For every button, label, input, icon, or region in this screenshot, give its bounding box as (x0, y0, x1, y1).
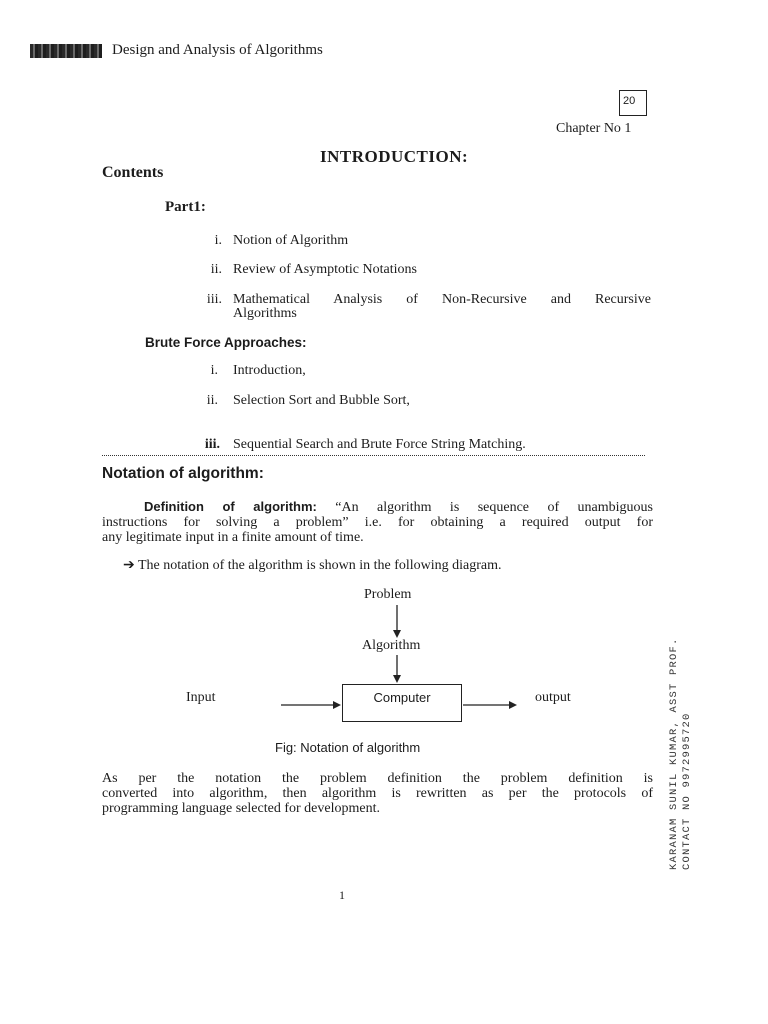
diagram-computer-box: Computer (342, 684, 462, 722)
section-heading: Notation of algorithm: (102, 465, 264, 482)
author-name: KARANAM SUNIL KUMAR, ASST PROF. (668, 637, 680, 870)
diagram-algorithm-label: Algorithm (362, 638, 421, 653)
diagram-output-label: output (535, 690, 571, 705)
closing-line: As per the notation the problem definition the problem definition is (102, 771, 653, 786)
closing-line: programming language selected for development. (102, 801, 380, 816)
arrow-problem-to-algorithm (393, 605, 401, 638)
part1-heading: Part1: (165, 199, 206, 215)
list-number: iii. (206, 292, 222, 307)
diagram-problem-label: Problem (364, 587, 412, 602)
list-number: ii. (210, 262, 222, 277)
page-number: 1 (339, 888, 345, 902)
closing-paragraph (102, 771, 653, 816)
list-item: Notion of Algorithm (233, 233, 349, 248)
closing-line: converted into algorithm, then algorithm is rewritten as per the protocols of (102, 786, 653, 801)
list-number: iii. (204, 437, 220, 452)
list-number: ii. (206, 393, 218, 408)
list-item: Mathematical Analysis of Non-Recursive and Recursive (233, 292, 651, 307)
definition-label: Definition of algorithm: (144, 499, 317, 514)
list-item: Review of Asymptotic Notations (233, 262, 417, 277)
page-box: 20 (619, 90, 647, 116)
arrow-algorithm-to-computer (393, 655, 401, 683)
contents-heading: Contents (102, 164, 164, 181)
author-contact: CONTACT NO 9972995720 (681, 712, 693, 870)
list-item: Introduction, (233, 363, 306, 378)
author-side-note (668, 630, 694, 870)
right-arrow-icon: ➔ (123, 558, 135, 573)
brute-force-heading: Brute Force Approaches: (145, 335, 307, 350)
list-item: Selection Sort and Bubble Sort, (233, 393, 410, 408)
diagram-intro: ➔ The notation of the algorithm is shown in the following diagram. (123, 558, 502, 573)
page-title: INTRODUCTION: (320, 147, 469, 166)
list-item: Sequential Search and Brute Force String Matching. (233, 437, 526, 452)
figure-caption: Fig: Notation of algorithm (275, 740, 421, 755)
definition-line: Definition of algorithm: “An algorithm is sequence of unambiguous (144, 499, 653, 515)
list-number: i. (214, 233, 222, 248)
list-number: i. (210, 363, 218, 378)
diagram-input-label: Input (186, 690, 216, 705)
list-item-continuation: Algorithms (233, 306, 297, 321)
chapter-label: Chapter No 1 (556, 121, 632, 136)
header-title: Design and Analysis of Algorithms (112, 42, 323, 58)
definition-line: instructions for solving a problem” i.e. for obtaining a required output for (102, 515, 653, 530)
arrow-computer-to-output (463, 701, 517, 709)
definition-line: any legitimate input in a finite amount of time. (102, 530, 364, 545)
arrow-input-to-computer (281, 701, 341, 709)
